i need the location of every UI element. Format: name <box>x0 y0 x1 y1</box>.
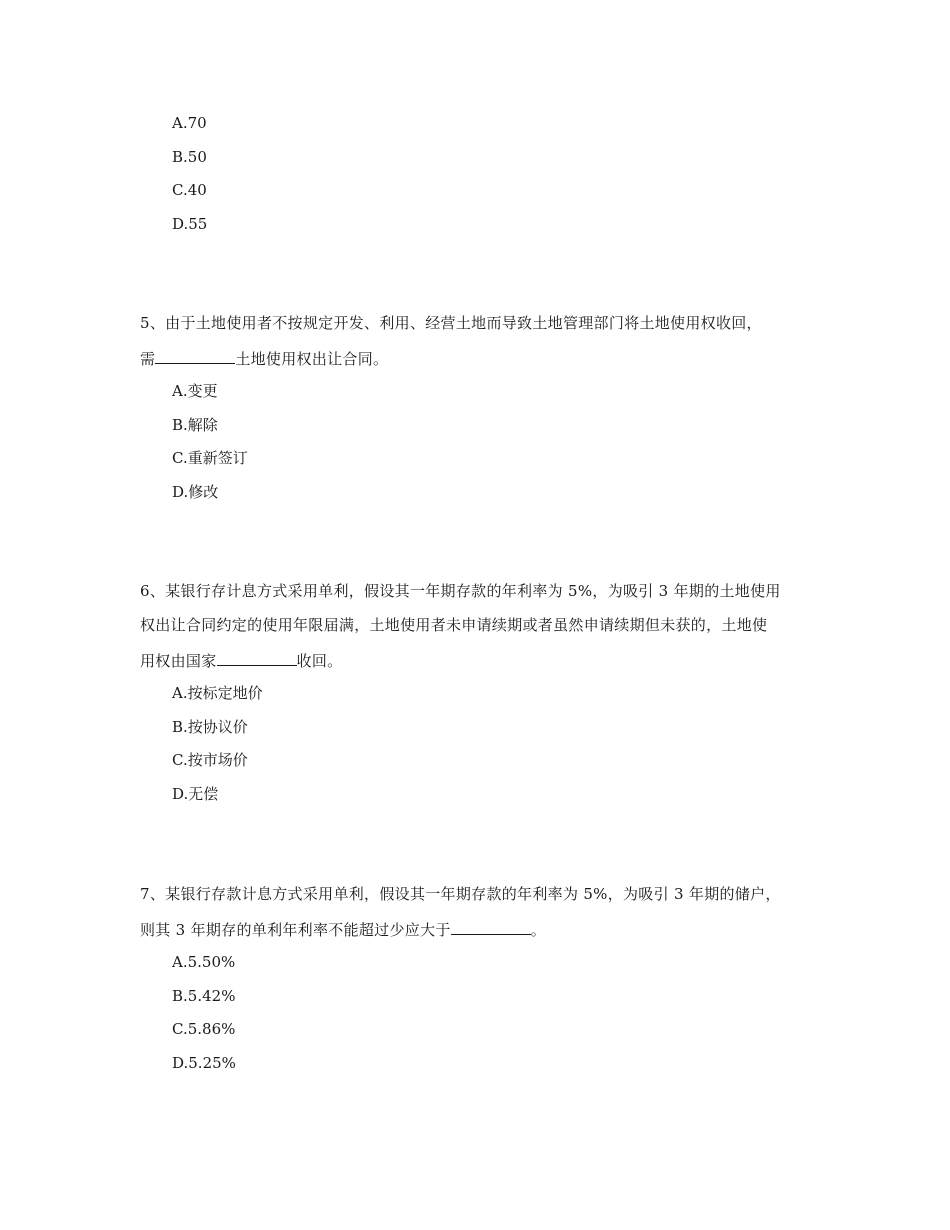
question-text-line: 5、由于土地使用者不按规定开发、利用、经营土地而导致土地管理部门将土地使用权收回， <box>140 314 762 332</box>
option-d: D.55 <box>172 214 208 233</box>
question-text-line <box>140 919 820 953</box>
question-text-line <box>140 348 820 382</box>
answer-blank <box>451 919 531 935</box>
text-segment: 则其 3 年期存的单利年利率不能超过少应大于 <box>140 921 451 939</box>
option-c: C.40 <box>172 181 207 199</box>
option-a: A.按标定地价 <box>172 684 263 702</box>
text-segment: 土地使用权出让合同。 <box>235 350 389 368</box>
option-d: D.修改 <box>172 482 219 501</box>
question-6 <box>140 582 820 818</box>
text-segment: 收回。 <box>296 652 343 670</box>
option-d: D.5.25% <box>172 1053 236 1072</box>
question-text-line: 6、某银行存计息方式采用单利，假设其一年期存款的年利率为 5%，为吸引 3 年期的土地使用 <box>140 582 781 600</box>
option-a: A.5.50% <box>172 953 236 971</box>
option-a: A.变更 <box>172 382 218 400</box>
options-list <box>140 684 820 818</box>
top-options <box>172 114 207 248</box>
option-c: C.5.86% <box>172 1020 236 1038</box>
option-c: C.按市场价 <box>172 751 248 769</box>
text-segment: 需 <box>140 350 156 368</box>
answer-blank <box>155 348 235 364</box>
question-text-line: 7、某银行存款计息方式采用单利，假设其一年期存款的年利率为 5%，为吸引 3 年期的储户， <box>140 885 781 903</box>
question-text-line: 权出让合同约定的使用年限届满，土地使用者未申请续期或者虽然申请续期但未获的，土地使 <box>140 616 768 634</box>
option-b: B.50 <box>172 147 207 166</box>
option-b: B.按协议价 <box>172 717 248 736</box>
option-b: B.5.42% <box>172 986 236 1005</box>
options-list <box>140 953 820 1087</box>
option-d: D.无偿 <box>172 784 219 803</box>
question-text-line <box>140 650 820 684</box>
options-list <box>140 382 820 516</box>
text-segment: 用权由国家 <box>140 652 217 670</box>
answer-blank <box>217 650 297 666</box>
question-5 <box>140 314 820 516</box>
question-7 <box>140 885 820 1087</box>
option-c: C.重新签订 <box>172 449 248 467</box>
option-b: B.解除 <box>172 415 218 434</box>
text-segment: 。 <box>530 921 546 939</box>
option-a: A.70 <box>172 114 207 132</box>
